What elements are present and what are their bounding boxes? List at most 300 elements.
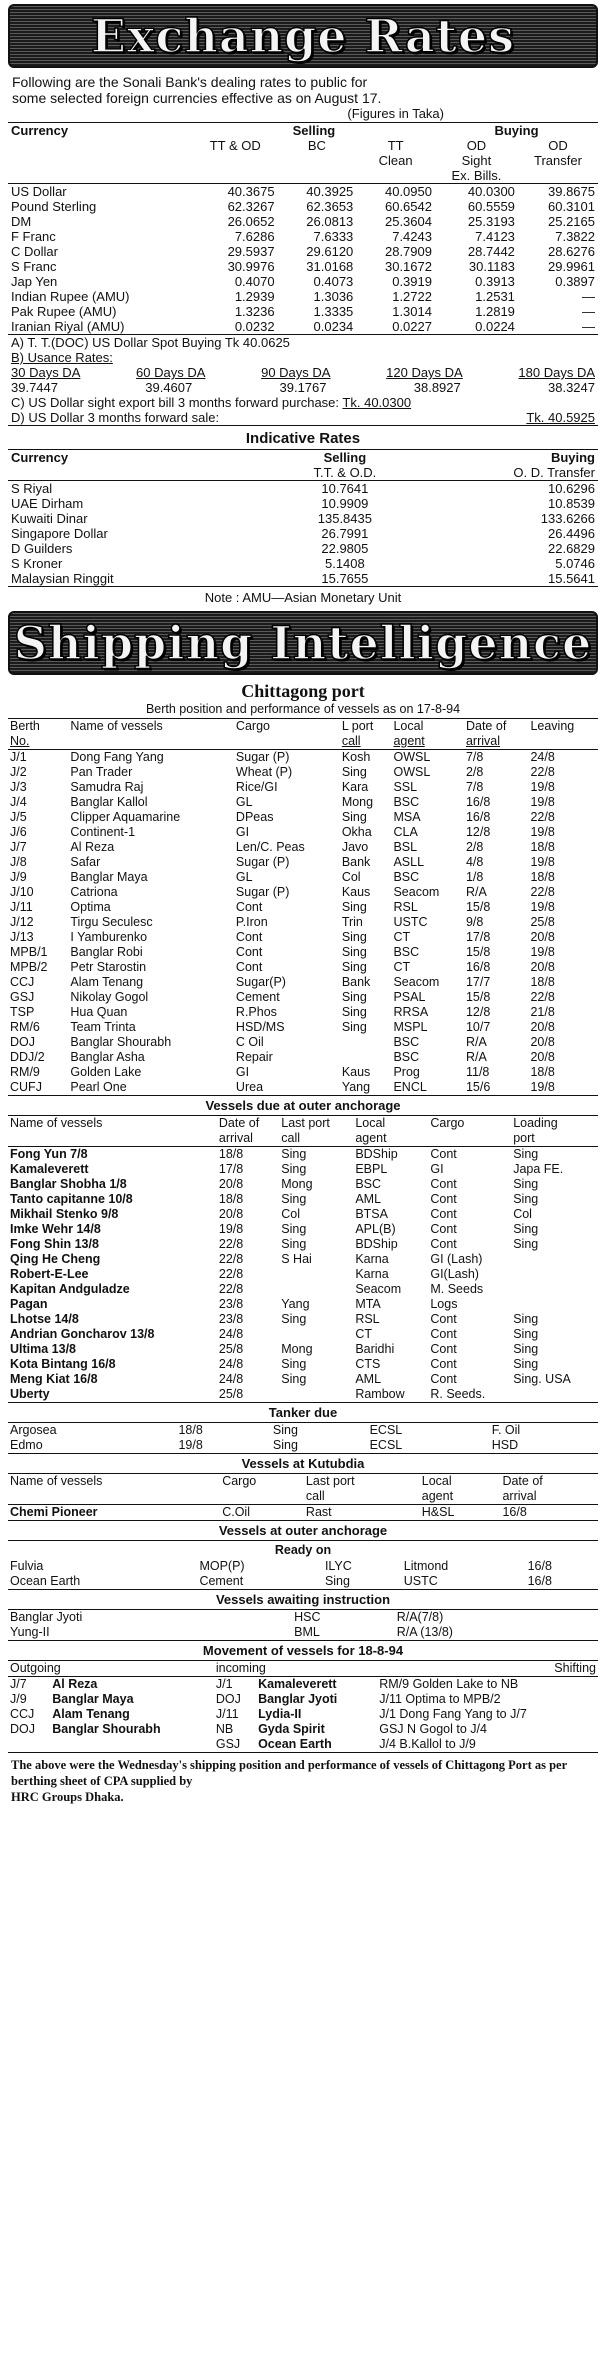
last-port: Kara (341, 780, 369, 794)
table-row (8, 915, 598, 930)
usance-header: 180 Days DA (518, 365, 595, 380)
local-agent: AML (355, 1372, 382, 1386)
cargo: Cont (430, 1357, 457, 1371)
kut-col-call: call (305, 1489, 325, 1503)
col-currency: Currency (11, 123, 69, 138)
loading-port (511, 1252, 598, 1267)
table-row (8, 1252, 598, 1267)
table-row (8, 1327, 598, 1342)
tt-od-rate: 0.0232 (234, 319, 275, 334)
local-agent: BSC (355, 1177, 382, 1191)
col-tt: TT (387, 138, 404, 153)
outgoing-berth: J/7 (10, 1677, 27, 1691)
note-a-value: 40.0625 (242, 335, 290, 350)
arrival-date: 22/8 (218, 1252, 244, 1266)
vessel-name: Chemi Pioneer (10, 1505, 98, 1519)
local-agent: Karna (355, 1267, 389, 1281)
table-row (8, 1625, 598, 1640)
od-sight-rate: 60.5559 (467, 199, 515, 214)
cargo: Wheat (P) (235, 765, 293, 779)
last-port: Bank (341, 975, 371, 989)
tt-od-rate: 62.3267 (227, 199, 275, 214)
od-sight-rate: 25.3193 (467, 214, 515, 229)
arrival-date: 22/8 (218, 1282, 244, 1296)
indicative-title: Indicative Rates (245, 430, 361, 447)
mv-col-outgoing: Outgoing (10, 1661, 61, 1675)
cargo: Cont (235, 945, 263, 959)
vessel-name: Kamaleverett (10, 1162, 89, 1176)
usance-value: 39.7447 (11, 380, 58, 395)
last-port (279, 1282, 353, 1297)
table-row (8, 1065, 598, 1080)
table-row (8, 304, 598, 319)
buying-rate: 10.8539 (548, 496, 595, 511)
tt-od-rate: 40.3675 (227, 184, 275, 199)
local-agent: BTSA (355, 1207, 388, 1221)
outer-anchorage-table (8, 1116, 598, 1402)
newspaper-page (8, 4, 598, 1805)
vessel-name: Mikhail Stenko 9/8 (10, 1207, 119, 1221)
last-port: Sing (341, 945, 367, 959)
bc-rate: 0.0234 (313, 319, 354, 334)
arrival-date: 7/8 (465, 780, 484, 794)
vessel-name: Robert-E-Lee (10, 1267, 89, 1281)
local-agent: BDShip (355, 1237, 398, 1251)
od-transfer-rate: 0.3897 (555, 274, 595, 289)
buying-rate: 10.6296 (548, 481, 595, 496)
berth-col-date: Date of (465, 719, 507, 733)
table-row (8, 1237, 598, 1252)
table-row (8, 750, 598, 766)
last-port: Sing (324, 1574, 350, 1588)
last-port: Sing (341, 930, 367, 944)
table-row (8, 1423, 598, 1438)
blank (279, 1625, 292, 1640)
cargo: Sugar (P) (235, 855, 290, 869)
vessel-name: Tanto capitanne 10/8 (10, 1192, 133, 1206)
vessel-name: Continent-1 (70, 825, 136, 839)
table-row (8, 1020, 598, 1035)
cargo: C Oil (235, 1035, 264, 1049)
od-transfer-rate: — (582, 304, 595, 319)
arrival-date: 18/8 (218, 1192, 244, 1206)
leaving-date: 18/8 (530, 1065, 555, 1079)
currency-name: F Franc (11, 229, 56, 244)
berth-table (8, 719, 598, 1095)
cargo: Cont (430, 1192, 457, 1206)
vessel-name: I Yamburenko (70, 930, 148, 944)
shipping-banner (8, 611, 598, 675)
vessel-name: Catriona (70, 885, 118, 899)
berth-col-lport: L port (341, 719, 374, 733)
awaiting-title: Vessels awaiting instruction (215, 1592, 391, 1607)
last-port: Sing (341, 1005, 367, 1019)
cargo: Cont (430, 1222, 457, 1236)
last-port: Javo (341, 840, 369, 854)
cargo: Sugar(P) (235, 975, 286, 989)
usance-value: 38.3247 (548, 380, 595, 395)
arrival-date: R/A (465, 885, 487, 899)
table-row (8, 930, 598, 945)
table-row (8, 855, 598, 870)
berth-no: RM/9 (10, 1065, 40, 1079)
local-agent: ECSL (369, 1423, 403, 1437)
leaving-date: 22/8 (530, 885, 555, 899)
cargo: Cement (235, 990, 280, 1004)
ready-date: 16/8 (527, 1574, 552, 1588)
outer-col-date: Date of (218, 1116, 260, 1130)
incoming-vessel: Ocean Earth (258, 1737, 332, 1751)
local-agent: CT (393, 960, 411, 974)
arrival-date: 22/8 (218, 1237, 244, 1251)
local-agent: HSC (294, 1610, 321, 1624)
local-agent: USTC (403, 1574, 438, 1588)
currency-name: Indian Rupee (AMU) (11, 289, 130, 304)
note-a-label: A) T. T.(DOC) US Dollar Spot Buying Tk (11, 335, 240, 350)
loading-port (511, 1267, 598, 1282)
usance-value: 38.8927 (413, 380, 461, 395)
outgoing-berth: CCJ (10, 1707, 35, 1721)
kut-col-date: Date of (502, 1474, 543, 1488)
vessel-name: Dong Fang Yang (70, 750, 164, 764)
last-port: Kosh (341, 750, 371, 764)
vessel-name: Ultima 13/8 (10, 1342, 77, 1356)
tanker-table (8, 1423, 598, 1453)
currency-name: Singapore Dollar (11, 526, 108, 541)
last-port: Kaus (341, 1065, 371, 1079)
local-agent: RSL (393, 900, 418, 914)
arrival-date: 11/8 (465, 1065, 490, 1079)
vessel-name: Meng Kiat 16/8 (10, 1372, 98, 1386)
local-agent: BML (294, 1625, 320, 1639)
berth-no: J/2 (10, 765, 27, 779)
vessel-name: Optima (70, 900, 111, 914)
leaving-date: 22/8 (530, 990, 555, 1004)
arrival-date: R/A (465, 1035, 487, 1049)
vessel-name: Alam Tenang (70, 975, 144, 989)
local-agent: CT (355, 1327, 372, 1341)
arrival-date: 15/8 (465, 945, 491, 959)
table-row (8, 1267, 598, 1282)
berth-no: CUFJ (10, 1080, 42, 1094)
local-agent: Karna (355, 1252, 389, 1266)
note-d-value: Tk. 40.5925 (526, 410, 595, 425)
last-port: Sing (281, 1372, 307, 1386)
leaving-date: 20/8 (530, 960, 555, 974)
vessel-name: Banglar Jyoti (10, 1610, 83, 1624)
table-row (8, 184, 598, 200)
table-row (8, 1722, 598, 1737)
vessel-name: Fong Yun 7/8 (10, 1147, 88, 1161)
last-port: S Hai (281, 1252, 312, 1266)
local-agent: BSC (393, 945, 420, 959)
exchange-notes (8, 335, 598, 425)
cargo: Len/C. Peas (235, 840, 305, 854)
note-b-label: B) Usance Rates: (11, 350, 113, 365)
incoming-vessel: Banglar Jyoti (258, 1692, 338, 1706)
berth-col-cargo: Cargo (235, 719, 270, 733)
local-agent: RSL (355, 1312, 380, 1326)
table-row (8, 1574, 598, 1589)
currency-name: S Kroner (11, 556, 63, 571)
cargo: M. Seeds (430, 1282, 484, 1296)
table-row (8, 1692, 598, 1707)
table-row (8, 199, 598, 214)
port-subtitle: Berth position and performance of vessels as on 17-8-94 (145, 702, 461, 716)
table-row (8, 810, 598, 825)
cargo: GL (235, 870, 253, 884)
od-transfer-rate: 60.3101 (548, 199, 595, 214)
od-transfer-rate: 25.2165 (548, 214, 595, 229)
berth-no: J/1 (10, 750, 27, 764)
last-port: Sing (341, 900, 367, 914)
local-agent: RRSA (393, 1005, 429, 1019)
selling-rate: 135.8435 (317, 511, 372, 526)
vessel-name: Lhotse 14/8 (10, 1312, 79, 1326)
kut-col-cargo: Cargo (222, 1474, 257, 1488)
shifting-entry: RM/9 Golden Lake to NB (379, 1677, 519, 1691)
vessel-name: Team Trinta (70, 1020, 136, 1034)
table-row (8, 870, 598, 885)
local-agent: BSL (393, 840, 418, 854)
ind-col-buying: Buying (550, 450, 595, 465)
local-agent: USTC (393, 915, 428, 929)
last-port: Sing (272, 1438, 298, 1452)
note-c-value: Tk. 40.0300 (342, 395, 412, 410)
leaving-date: 18/8 (530, 975, 555, 989)
arrival-date: 1/8 (465, 870, 484, 884)
vessel-name: Pearl One (70, 1080, 127, 1094)
arrival-date: 20/8 (218, 1177, 244, 1191)
berth-col-vessel: Name of vessels (70, 719, 163, 733)
mv-col-incoming: incoming (215, 1661, 266, 1675)
table-row (8, 229, 598, 244)
table-row (8, 1438, 598, 1453)
arrival-date: 24/8 (218, 1327, 244, 1341)
vessel-name: Ocean Earth (10, 1574, 81, 1588)
ready-on: Ready on (274, 1543, 332, 1557)
buying-rate: 5.0746 (555, 556, 595, 571)
local-agent: Rambow (355, 1387, 405, 1401)
local-agent: BSC (393, 795, 420, 809)
last-port: Bank (341, 855, 371, 869)
last-port: Sing (341, 1020, 367, 1034)
table-row (8, 541, 598, 556)
berth-no: J/3 (10, 780, 27, 794)
arrival-date: 10/7 (465, 1020, 491, 1034)
arrival-date: 16/8 (502, 1505, 527, 1519)
arrival-date: 25/8 (218, 1387, 244, 1401)
usance-header: 120 Days DA (386, 365, 463, 380)
berth-col-arrival: arrival (465, 734, 501, 748)
tt-clean-rate: 60.6542 (384, 199, 432, 214)
leaving-date: 20/8 (530, 930, 555, 944)
od-transfer-rate: — (582, 289, 595, 304)
od-transfer-rate: 28.6276 (548, 244, 595, 259)
currency-name: Malaysian Ringgit (11, 571, 114, 586)
outer-col-cargo: Cargo (430, 1116, 465, 1130)
od-sight-rate: 28.7442 (467, 244, 515, 259)
currency-name: Iranian Riyal (AMU) (11, 319, 125, 334)
table-row (8, 1737, 598, 1752)
local-agent: Prog (393, 1065, 420, 1079)
cargo: Cont (430, 1312, 457, 1326)
vessel-name: Safar (70, 855, 101, 869)
incoming-berth: J/11 (215, 1707, 239, 1721)
movement-title: Movement of vessels for 18-8-94 (202, 1643, 404, 1658)
incoming-berth: DOJ (215, 1692, 241, 1706)
table-row (8, 259, 598, 274)
berth-no: J/7 (10, 840, 27, 854)
local-agent: ENCL (393, 1080, 427, 1094)
tt-clean-rate: 7.4243 (392, 229, 432, 244)
kutubdia-table (8, 1474, 598, 1520)
loading-port: Sing (513, 1342, 539, 1356)
tt-clean-rate: 0.0227 (392, 319, 432, 334)
buying-rate: 26.4496 (548, 526, 595, 541)
arrival-date: 16/8 (465, 960, 491, 974)
leaving-date: 22/8 (530, 765, 555, 779)
vessel-name: Banglar Shourabh (70, 1035, 172, 1049)
currency-name: C Dollar (11, 244, 58, 259)
local-agent: Seacom (393, 885, 440, 899)
table-row (8, 1505, 598, 1521)
blank (265, 1610, 278, 1625)
table-row (8, 1297, 598, 1312)
berth-no: TSP (10, 1005, 35, 1019)
od-transfer-rate: — (582, 319, 595, 334)
kut-col-lport: Last port (305, 1474, 355, 1488)
table-row (8, 1372, 598, 1387)
loading-port (511, 1387, 598, 1402)
loading-port: Sing (513, 1312, 539, 1326)
local-agent: OWSL (393, 765, 431, 779)
arrival-date: 19/8 (178, 1438, 203, 1452)
outgoing-vessel: Al Reza (52, 1677, 98, 1691)
local-agent: ECSL (369, 1438, 403, 1452)
col-selling: Selling (292, 123, 336, 138)
tt-clean-rate: 40.0950 (384, 184, 432, 199)
table-row (8, 556, 598, 571)
loading-port: Sing (513, 1237, 539, 1251)
loading-port: Sing (513, 1222, 539, 1236)
berth-no: MPB/1 (10, 945, 48, 959)
arrival-date: 4/8 (465, 855, 484, 869)
vessel-name: Kota Bintang 16/8 (10, 1357, 116, 1371)
table-row (8, 990, 598, 1005)
table-row (8, 511, 598, 526)
last-port: Yang (281, 1297, 310, 1311)
vessel-name: Andrian Goncharov 13/8 (10, 1327, 155, 1341)
table-row (8, 1207, 598, 1222)
table-row (8, 945, 598, 960)
currency-name: S Riyal (11, 481, 53, 496)
last-port: Sing (341, 990, 367, 1004)
bc-rate: 29.6120 (306, 244, 354, 259)
col-sight: Sight (461, 153, 492, 168)
col-od2: OD (548, 138, 568, 153)
selling-rate: 5.1408 (324, 556, 365, 571)
bc-rate: 1.3036 (313, 289, 354, 304)
vessel-name: Banglar Kallol (70, 795, 148, 809)
local-agent: BSC (393, 1050, 420, 1064)
local-agent: Seacom (355, 1282, 402, 1296)
vessel-name: Yung-II (10, 1625, 50, 1639)
cargo: Sugar (P) (235, 885, 290, 899)
cargo: Cont (430, 1342, 457, 1356)
berth-no: J/6 (10, 825, 27, 839)
note-d-label: D) US Dollar 3 months forward sale: (11, 410, 220, 425)
local-agent: BSC (393, 1035, 420, 1049)
mv-col-shifting: Shifting (554, 1661, 596, 1675)
leaving-date: 25/8 (530, 915, 555, 929)
last-port: Sing (281, 1357, 307, 1371)
outer-col-agent: agent (355, 1131, 387, 1145)
footer-source: HRC Groups Dhaka. (11, 1790, 124, 1804)
local-agent: Litmond (403, 1559, 449, 1573)
local-agent: SSL (393, 780, 418, 794)
outer-col-call: call (281, 1131, 301, 1145)
cargo: MOP(P) (199, 1559, 245, 1573)
cargo: DPeas (235, 810, 274, 824)
berth-no: J/8 (10, 855, 27, 869)
bc-rate: 62.3653 (306, 199, 354, 214)
cargo: Rice/GI (235, 780, 278, 794)
currency-name: DM (11, 214, 32, 229)
tt-clean-rate: 1.2722 (392, 289, 432, 304)
od-sight-rate: 7.4123 (475, 229, 515, 244)
table-row (8, 289, 598, 304)
od-sight-rate: 30.1183 (468, 259, 515, 274)
cargo: Cont (430, 1207, 457, 1221)
leaving-date: 18/8 (530, 870, 555, 884)
usance-value: 39.1767 (279, 380, 327, 395)
arrival-date: 15/8 (465, 990, 491, 1004)
last-port: Sing (281, 1147, 307, 1161)
exchange-rates-table (8, 123, 598, 334)
tt-od-rate: 0.4070 (234, 274, 275, 289)
last-port: Kaus (341, 885, 371, 899)
od-sight-rate: 0.3913 (475, 274, 515, 289)
incoming-vessel: Kamaleverett (258, 1677, 337, 1691)
ind-col-selling-sub: T.T. & O.D. (313, 465, 377, 480)
vessel-name: Banglar Asha (70, 1050, 145, 1064)
table-row (8, 1559, 598, 1574)
arrival-date: 9/8 (465, 915, 484, 929)
arrival-date: 17/8 (218, 1162, 244, 1176)
leaving-date: 19/8 (530, 945, 555, 959)
berth-no: J/10 (10, 885, 34, 899)
local-agent: APL(B) (355, 1222, 396, 1236)
outer-col-arrival: arrival (218, 1131, 253, 1145)
currency-name: Kuwaiti Dinar (11, 511, 88, 526)
last-port: Sing (341, 765, 367, 779)
footer-note (11, 1757, 595, 1805)
cargo: Cont (430, 1177, 457, 1191)
vessel-name: Edmo (10, 1438, 43, 1452)
outgoing-vessel: Banglar Shourabh (52, 1722, 161, 1736)
col-transfer: Transfer (533, 153, 582, 168)
outer-col-local: Local (355, 1116, 386, 1130)
vessel-name: Argosea (10, 1423, 57, 1437)
local-agent: Baridhi (355, 1342, 395, 1356)
incoming-berth: NB (215, 1722, 234, 1736)
col-ex-bills: Ex. Bills. (451, 168, 502, 183)
table-row (8, 481, 598, 497)
berth-no: J/4 (10, 795, 27, 809)
table-row (8, 1192, 598, 1207)
table-row (8, 825, 598, 840)
